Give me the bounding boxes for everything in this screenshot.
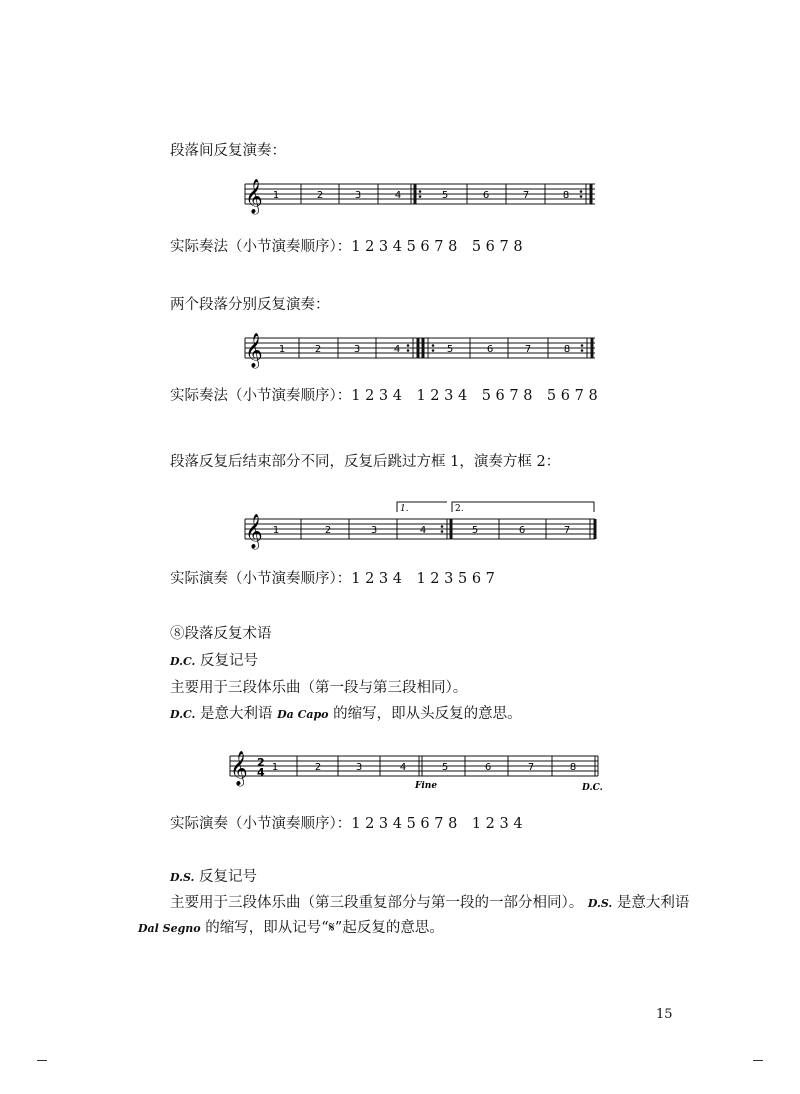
ds-usage: 主要用于三段体乐曲（第三段重复部分与第一段的一部分相同）。 <box>170 895 584 911</box>
bar-number: 5 <box>446 344 454 355</box>
section-title: ⑧段落反复术语 <box>170 626 272 642</box>
play-order-3: 实际演奏（小节演奏顺序）：1 2 3 4 1 2 3 5 6 7 <box>170 571 495 587</box>
play-order-1: 实际奏法（小节演奏顺序）：1 2 3 4 5 6 7 8 5 6 7 8 <box>170 239 523 255</box>
page-number: 15 <box>656 1007 673 1022</box>
ds-label: 反复记号 <box>198 869 257 885</box>
time-sig-top: 2 <box>257 756 265 769</box>
crop-mark-right <box>753 1060 763 1061</box>
bar-number: 2 <box>314 344 322 355</box>
bar-number: 2 <box>316 190 324 201</box>
bar-number: 6 <box>518 525 526 536</box>
time-sig-bottom: 4 <box>257 766 265 779</box>
ds-desc-part1: 是意大利语 <box>616 895 690 911</box>
treble-clef-icon: 𝄞 <box>245 333 263 368</box>
bar-number: 8 <box>562 190 570 201</box>
bar-number: 1 <box>272 190 280 201</box>
ds-abbr-inline: D.S. <box>587 897 613 910</box>
volta-1-label: 1. <box>400 504 409 514</box>
staff-2 <box>240 332 600 374</box>
dc-desc-part2: 的缩写，即从头反复的意思。 <box>333 706 522 722</box>
bar-number: 4 <box>399 762 407 773</box>
bar-number: 4 <box>393 344 401 355</box>
dc-marking: D.C. <box>582 783 603 793</box>
ds-desc-part2: 的缩写，即从记号“𝄋”起反复的意思。 <box>205 920 444 936</box>
ds-description <box>138 919 444 938</box>
treble-clef-icon: 𝄞 <box>230 751 248 786</box>
bar-number: 2 <box>324 525 332 536</box>
play-order-4: 实际演奏（小节演奏顺序）：1 2 3 4 5 6 7 8 1 2 3 4 <box>170 816 523 832</box>
treble-clef-icon: 𝄞 <box>245 514 263 549</box>
dc-abbr: D.C. <box>170 655 196 668</box>
bar-number: 4 <box>419 525 427 536</box>
bar-number: 3 <box>355 762 363 773</box>
bar-number: 5 <box>441 190 449 201</box>
bar-number: 7 <box>563 525 571 536</box>
bar-number: 3 <box>370 525 378 536</box>
bar-number: 5 <box>471 525 479 536</box>
heading-volta-ending: 段落反复后结束部分不同，反复后跳过方框 1，演奏方框 2： <box>170 454 561 470</box>
ds-usage-line <box>170 894 689 913</box>
bar-number: 1 <box>271 762 279 773</box>
bar-number: 3 <box>354 190 362 201</box>
dc-abbr-inline: D.C. <box>170 708 196 721</box>
bar-number: 5 <box>441 762 449 773</box>
dc-heading <box>170 652 258 671</box>
bar-number: 1 <box>272 525 280 536</box>
play-order-2: 实际奏法（小节演奏顺序）：1 2 3 4 1 2 3 4 5 6 7 8 5 6 7 8 <box>170 388 598 404</box>
bar-number: 6 <box>482 190 490 201</box>
heading-repeat-between-sections: 段落间反复演奏： <box>170 143 286 159</box>
ds-heading <box>170 868 257 887</box>
bar-number: 6 <box>486 344 494 355</box>
dc-desc-part1: 是意大利语 <box>199 706 273 722</box>
bar-number: 7 <box>524 344 532 355</box>
dc-term: Da Capo <box>277 708 329 721</box>
bar-number: 8 <box>563 344 571 355</box>
bar-number: 7 <box>522 190 530 201</box>
bar-number: 2 <box>314 762 322 773</box>
bar-number: 7 <box>527 762 535 773</box>
staff-1 <box>240 178 600 220</box>
bar-number: 1 <box>278 344 286 355</box>
bar-number: 3 <box>353 344 361 355</box>
dc-description <box>170 705 522 724</box>
volta-2-label: 2. <box>455 504 464 514</box>
fine-marking: Fine <box>415 781 438 791</box>
dc-label: 反复记号 <box>199 653 258 669</box>
heading-two-sections-repeat: 两个段落分别反复演奏： <box>170 297 330 313</box>
dc-usage: 主要用于三段体乐曲（第一段与第三段相同）。 <box>170 680 468 696</box>
bar-number: 8 <box>569 762 577 773</box>
treble-clef-icon: 𝄞 <box>245 179 263 214</box>
crop-mark-left <box>37 1060 47 1061</box>
staff-4 <box>225 748 605 798</box>
bar-number: 6 <box>484 762 492 773</box>
staff-3 <box>240 500 600 550</box>
ds-abbr: D.S. <box>170 871 195 884</box>
bar-number: 4 <box>394 190 402 201</box>
ds-term: Dal Segno <box>138 922 201 935</box>
